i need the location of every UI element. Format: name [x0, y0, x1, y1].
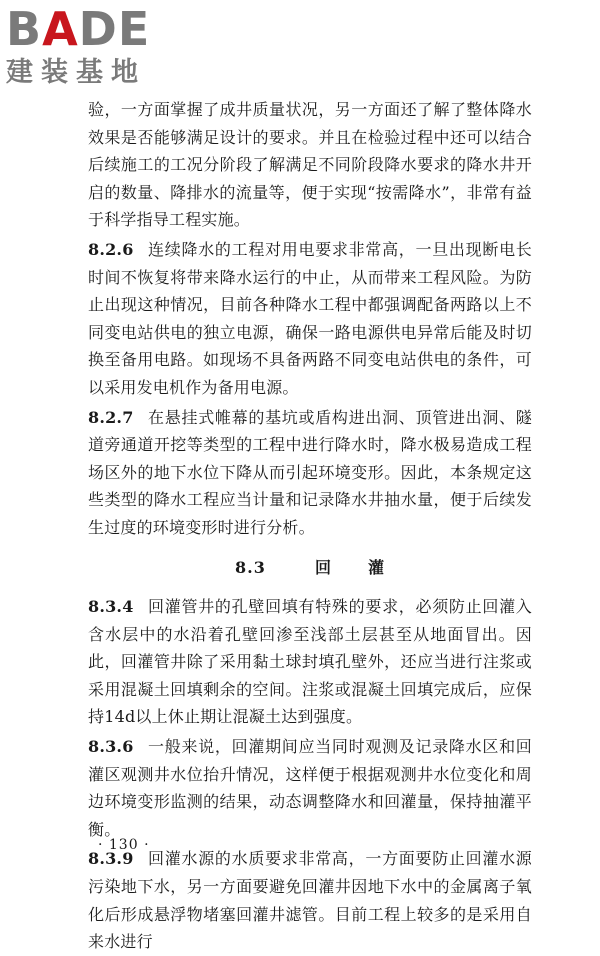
- section-number: 8.3: [234, 557, 266, 577]
- logo-subtitle: 建装基地: [6, 57, 146, 88]
- clause-number: 8.3.6: [88, 737, 134, 757]
- section-title-char-2: 灌: [368, 557, 386, 577]
- paragraph-text: 在悬挂式帷幕的基坑或盾构进出洞、顶管进出洞、隧道旁通道开挖等类型的工程中进行降水时，降水极易造成工程场区外的地下水位下降从而引起环境变形。因此，本条规定这些类型的降水工程应当计量和记录降水井抽水量，便于后续发生过度的环境变形时进行分析。: [88, 407, 532, 537]
- clause-number: 8.3.9: [88, 849, 134, 869]
- clause-number: 8.2.7: [88, 407, 134, 427]
- paragraph-continued: [88, 96, 532, 234]
- logo-letters-b: B: [6, 2, 43, 56]
- page-content: [88, 96, 532, 956]
- paragraph-text: 回灌水源的水质要求非常高，一方面要防止回灌水源污染地下水，另一方面要避免回灌井因地下水中的金属离子氧化后形成悬浮物堵塞回灌井滤管。目前工程上较多的是采用自来水进行: [88, 849, 532, 952]
- paragraph-text: 验，一方面掌握了成井质量状况，另一方面还了解了整体降水效果是否能够满足设计的要求。并且在检验过程中还可以结合后续施工的工况分阶段了解满足不同阶段降水要求的降水井开启的数量、降排水的流量等，便于实现“按需降水”，非常有益于科学指导工程实施。: [88, 100, 532, 230]
- paragraph-8-3-4: [88, 593, 532, 731]
- clause-number: 8.2.6: [88, 239, 134, 259]
- logo-letter-a: A: [42, 2, 79, 56]
- paragraph-8-3-9: [88, 845, 532, 955]
- paragraph-8-2-7: [88, 404, 532, 542]
- paragraph-text: 一般来说，回灌期间应当同时观测及记录降水区和回灌区观测井水位抬升情况，这样便于根据观测井水位变化和周边环境变形监测的结果，动态调整降水和回灌量，保持抽灌平衡。: [88, 737, 532, 839]
- logo: [6, 4, 176, 94]
- section-title-char-1: 回: [314, 557, 332, 577]
- paragraph-text: 连续降水的工程对用电要求非常高，一旦出现断电长时间不恢复将带来降水运行的中止，从而带来工程风险。为防止出现这种情况，目前各种降水工程中都强调配备两路以上不同变电站供电的独立电源，确保一路电源供电异常后能及时切换至备用电路。如现场不具备两路不同变电站供电的条件，可以采用发电机作为备用电源。: [88, 239, 532, 397]
- page-number: · 130 ·: [98, 837, 150, 853]
- paragraph-8-3-6: [88, 733, 532, 843]
- clause-number: 8.3.4: [88, 597, 134, 617]
- paragraph-8-2-6: [88, 236, 532, 402]
- logo-letters-de: DE: [78, 2, 151, 56]
- logo-wordmark: [6, 4, 176, 54]
- section-heading: [88, 554, 532, 582]
- paragraph-text: 回灌管井的孔壁回填有特殊的要求，必须防止回灌入含水层中的水沿着孔壁回渗至浅部土层甚至从地面冒出。因此，回灌管井除了采用黏土球封填孔壁外，还应当进行注浆或采用混凝土回填剩余的空间。注浆或混凝土回填完成后，应保持14d以上休止期让混凝土达到强度。: [88, 597, 532, 727]
